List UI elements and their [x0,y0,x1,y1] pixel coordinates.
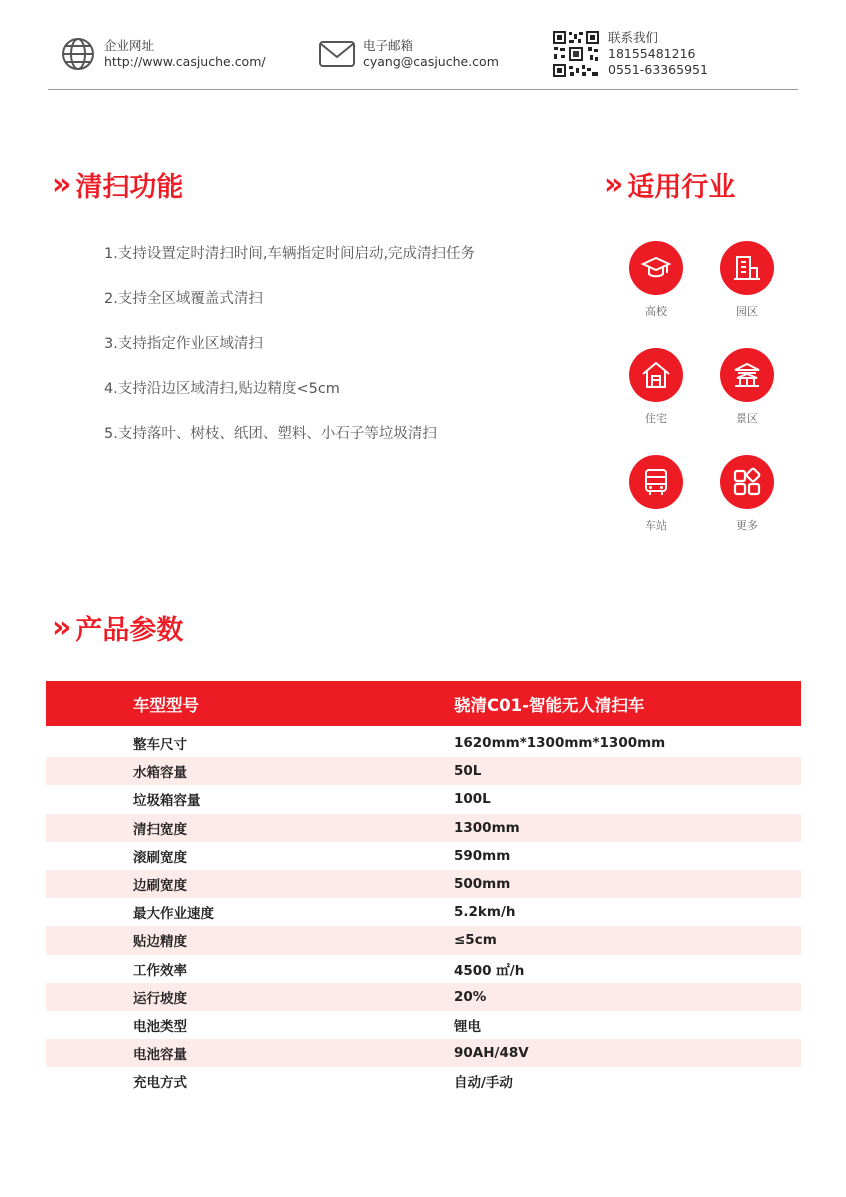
row-key: 贴边精度 [133,934,187,951]
globe-icon [58,34,98,74]
double-chevron-icon: » [604,167,620,202]
params-table [46,681,801,1095]
industry-label: 高校 [645,305,667,318]
row-key: 电池容量 [133,1047,187,1064]
row-value: 4500 ㎡/h [454,962,525,979]
industry-more[interactable] [707,455,787,533]
table-row [46,785,801,813]
row-value: 锂电 [454,1018,481,1035]
table-row [46,1039,801,1067]
function-item: 3.支持指定作业区域清扫 [104,336,263,352]
params-title: 产品参数 [75,615,184,646]
industries-heading [604,165,735,204]
functions-title: 清扫功能 [75,172,184,203]
table-row [46,842,801,870]
table-row [46,983,801,1011]
phone-number-2[interactable]: 0551-63365951 [608,62,708,77]
table-row [46,1067,801,1095]
functions-list [104,244,475,469]
row-key: 最大作业速度 [133,906,214,923]
industry-residential [616,348,696,426]
table-header [46,681,801,726]
table-row [46,926,801,954]
mail-icon [317,34,357,74]
function-item: 2.支持全区域覆盖式清扫 [104,291,263,307]
row-key: 充电方式 [133,1075,187,1092]
industry-label: 园区 [736,305,758,318]
industry-scenic [707,348,787,426]
header-col-model: 车型型号 [133,695,199,715]
row-value: 1300mm [454,819,520,836]
industries-title: 适用行业 [627,172,736,203]
table-row [46,898,801,926]
function-item: 5.支持落叶、树枝、纸团、塑料、小石子等垃圾清扫 [104,426,437,442]
row-value: 5.2km/h [454,904,516,921]
row-value: 50L [454,763,482,780]
website-contact [58,34,266,74]
pavilion-icon [720,348,774,402]
row-key: 运行坡度 [133,990,187,1007]
graduation-cap-icon [629,241,683,295]
params-heading [52,608,183,647]
row-key: 整车尺寸 [133,737,187,754]
double-chevron-icon: » [52,610,68,645]
email-link[interactable]: cyang@casjuche.com [363,54,499,69]
row-value: 100L [454,791,491,808]
table-row [46,955,801,983]
industry-label: 景区 [736,412,758,425]
row-value: 20% [454,988,487,1005]
row-key: 电池类型 [133,1018,187,1035]
double-chevron-icon: » [52,167,68,202]
table-row [46,1011,801,1039]
bus-icon [629,455,683,509]
header-col-name: 骁清C01-智能无人清扫车 [454,695,645,715]
industry-label: 住宅 [645,412,667,425]
header-divider [48,89,798,90]
table-row [46,757,801,785]
table-row [46,729,801,757]
functions-heading [52,165,183,204]
industry-station [616,455,696,533]
phone-contact [552,30,708,78]
office-building-icon [720,241,774,295]
industry-park [707,241,787,319]
qr-code-icon [552,30,600,78]
row-key: 清扫宽度 [133,821,187,838]
row-key: 水箱容量 [133,765,187,782]
function-item: 4.支持沿边区域清扫,贴边精度<5cm [104,381,340,397]
email-label: 电子邮箱 [363,38,414,53]
function-item: 1.支持设置定时清扫时间,车辆指定时间启动,完成清扫任务 [104,246,476,262]
row-value: ≤5cm [454,932,497,949]
table-row [46,814,801,842]
row-value: 90AH/48V [454,1045,529,1062]
table-row [46,870,801,898]
email-contact [317,34,499,74]
industry-label: 车站 [645,519,667,532]
house-icon [629,348,683,402]
grid-more-icon [720,455,774,509]
row-key: 垃圾箱容量 [133,793,201,810]
industry-university [616,241,696,319]
row-value: 自动/手动 [454,1075,513,1092]
row-key: 边刷宽度 [133,878,187,895]
row-key: 滚刷宽度 [133,849,187,866]
industry-label: 更多 [736,519,758,532]
website-label: 企业网址 [104,38,155,53]
row-value: 500mm [454,876,511,893]
contact-label: 联系我们 [608,30,659,45]
row-value: 1620mm*1300mm*1300mm [454,735,666,752]
phone-number-1[interactable]: 18155481216 [608,46,696,61]
website-link[interactable]: http://www.casjuche.com/ [104,54,266,69]
row-value: 590mm [454,847,511,864]
row-key: 工作效率 [133,962,187,979]
